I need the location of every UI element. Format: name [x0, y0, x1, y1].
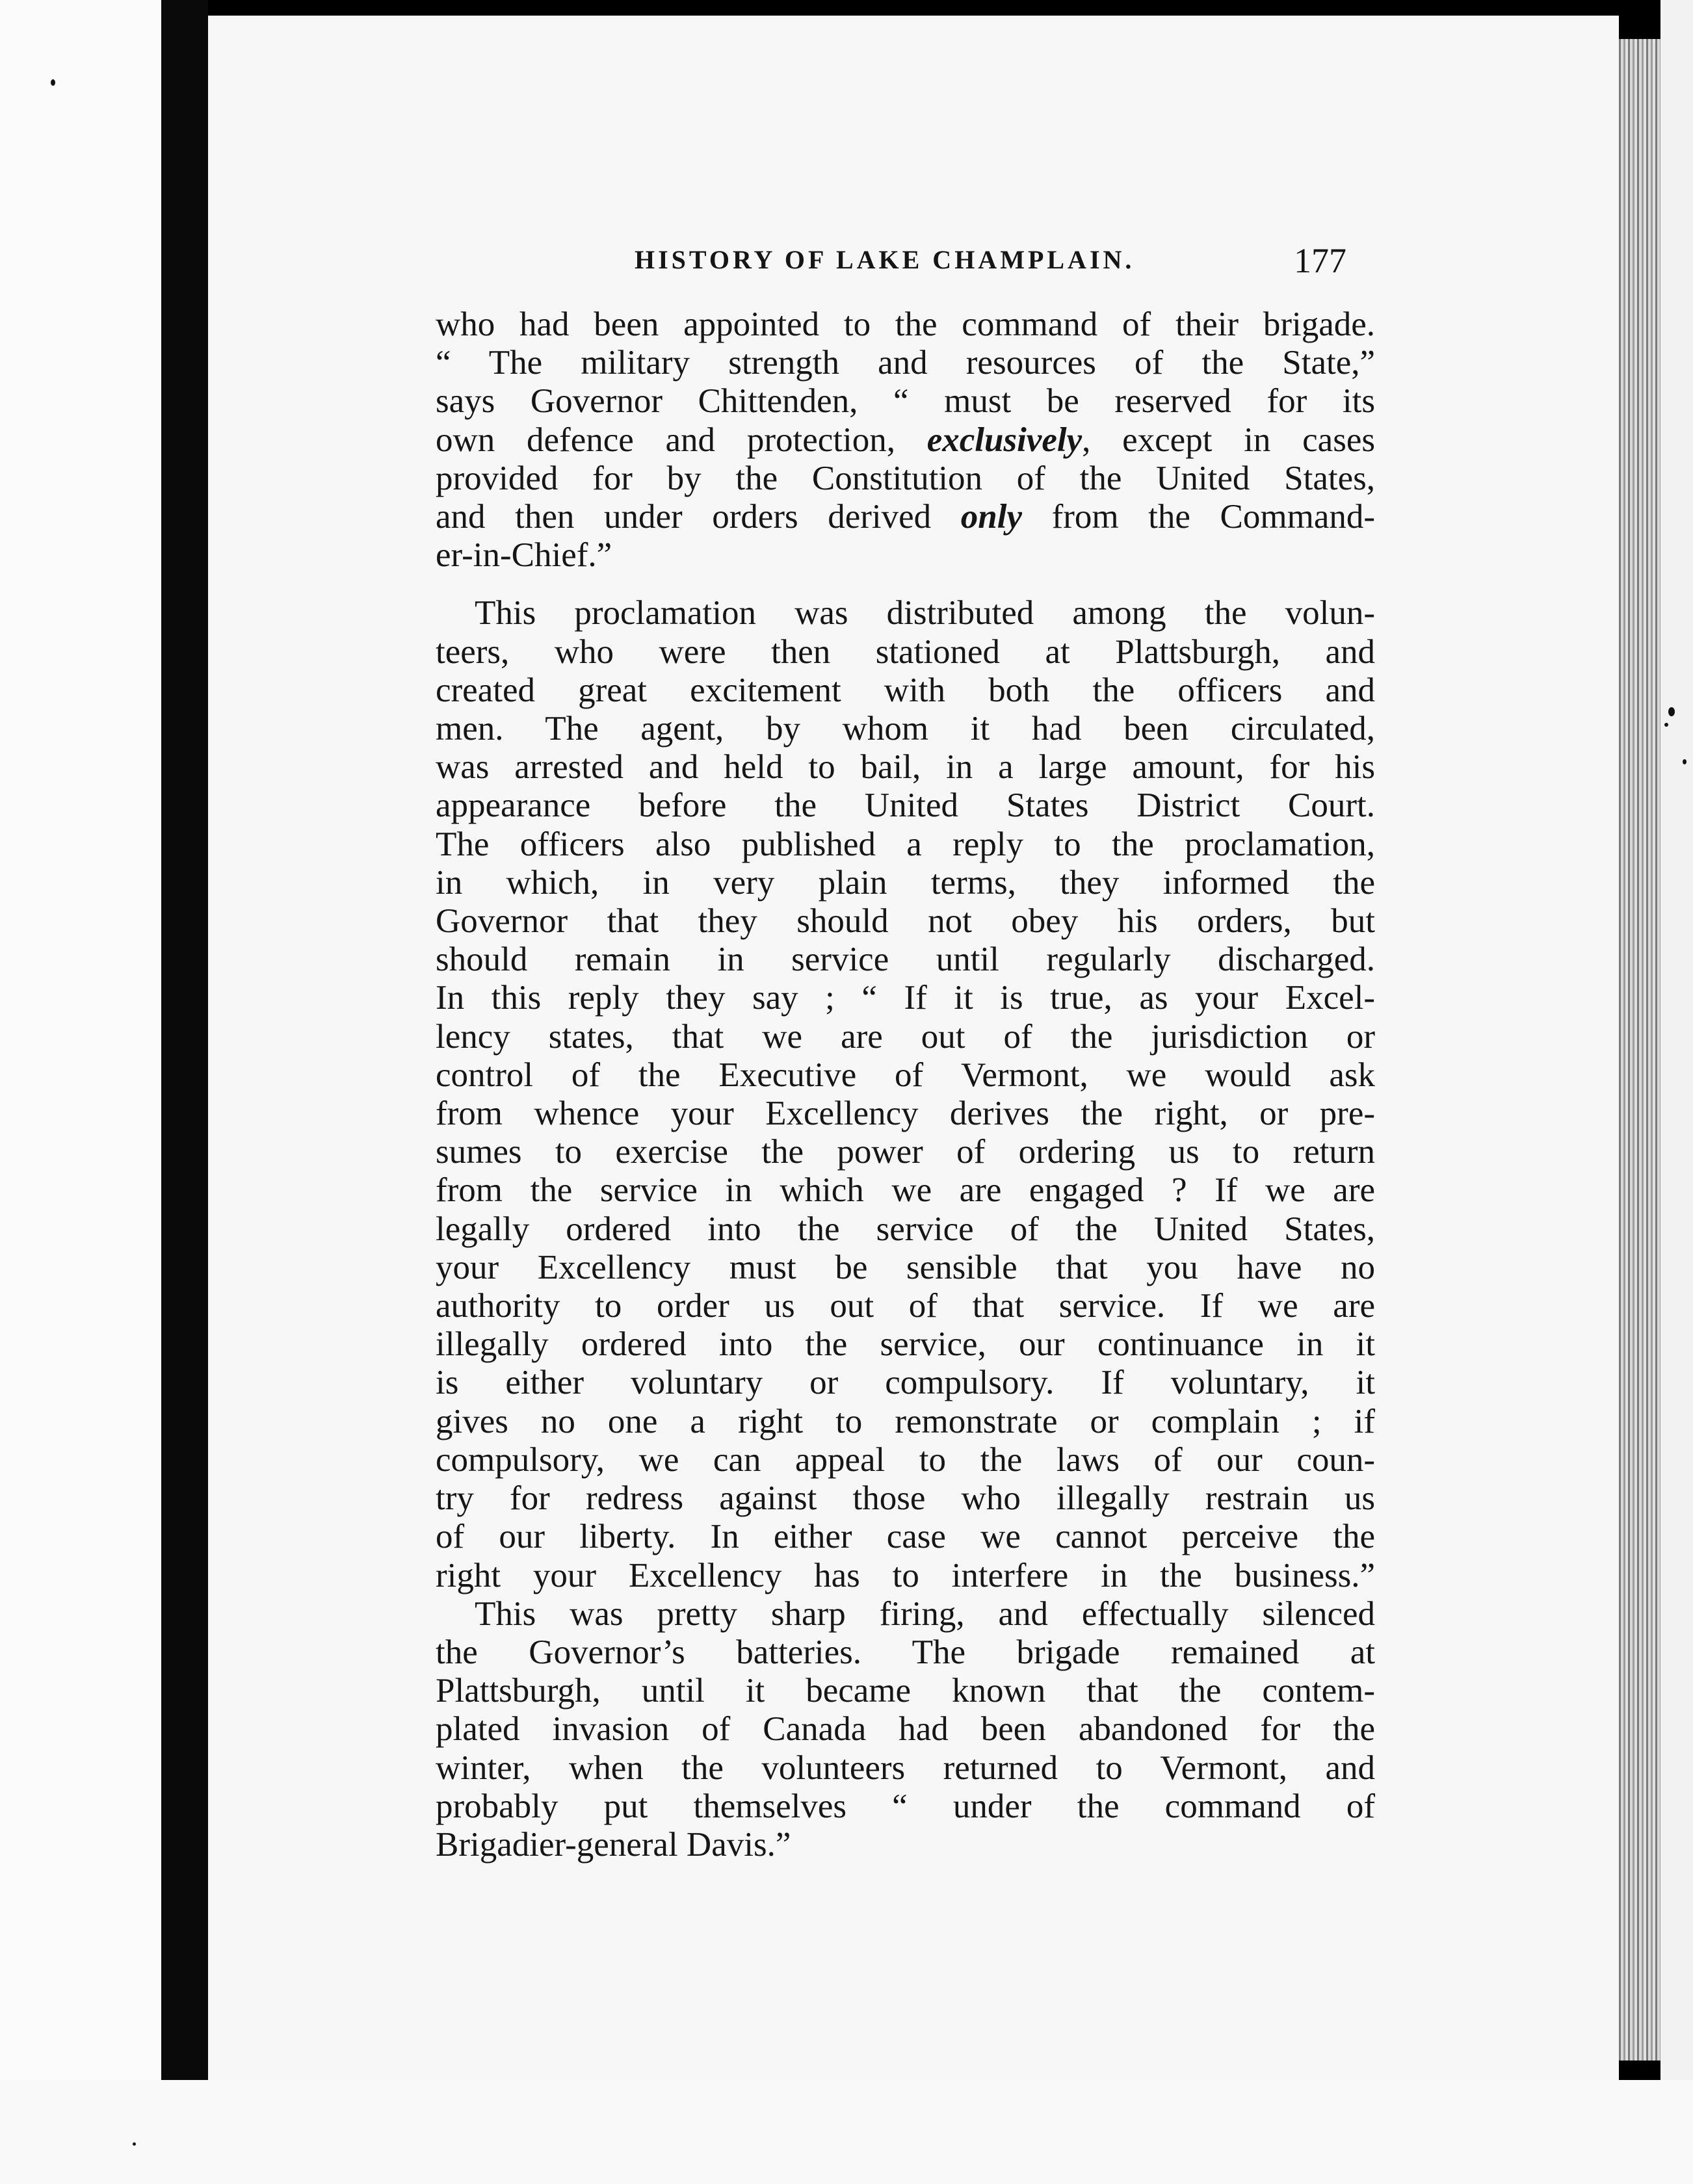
- scan-speck: [1668, 707, 1675, 716]
- text-segment: This proclamation was distributed among the volun-: [475, 594, 1375, 632]
- text-segment: gives no one a right to remonstrate or complain ; if: [436, 1402, 1375, 1440]
- text-line: [436, 1557, 1375, 1595]
- text-line: [436, 1633, 1375, 1672]
- text-segment: This was pretty sharp firing, and effectually silenced: [475, 1594, 1375, 1633]
- text-line: [436, 1095, 1375, 1133]
- text-segment: er-in-Chief.”: [436, 536, 612, 575]
- body-text: [436, 306, 1375, 1864]
- text-segment: and then under orders derived: [436, 498, 961, 536]
- text-line: [436, 826, 1375, 864]
- text-line: [436, 1595, 1375, 1633]
- text-line: [436, 1325, 1375, 1364]
- text-line: [436, 633, 1375, 671]
- text-line: [436, 710, 1375, 748]
- text-line: [436, 1133, 1375, 1171]
- text-segment: who had been appointed to the command of their brigade.: [436, 306, 1375, 343]
- text-line: [436, 1826, 1375, 1864]
- text-line: [436, 786, 1375, 825]
- text-segment: authority to order us out of that service. If we are: [436, 1287, 1375, 1325]
- text-line: [436, 382, 1375, 421]
- text-segment: Governor that they should not obey his orders, but: [436, 902, 1375, 941]
- text-line: [436, 1056, 1375, 1095]
- text-segment: Plattsburgh, until it became known that the contem-: [436, 1672, 1375, 1710]
- text-line: [436, 748, 1375, 786]
- text-segment: lency states, that we are out of the jurisdiction or: [436, 1017, 1375, 1056]
- text-line: [436, 1518, 1375, 1556]
- text-segment: plated invasion of Canada had been abandoned for the: [436, 1710, 1375, 1748]
- text-line: [436, 1210, 1375, 1249]
- text-line: [436, 864, 1375, 902]
- text-line: [436, 421, 1375, 460]
- text-segment: control of the Executive of Vermont, we would ask: [436, 1056, 1375, 1094]
- text-segment: in which, in very plain terms, they informed the: [436, 863, 1375, 902]
- text-segment: illegally ordered into the service, our continuance in it: [436, 1325, 1375, 1364]
- text-segment: the Governor’s batteries. The brigade remained at: [436, 1633, 1375, 1671]
- text-line: [436, 1249, 1375, 1287]
- scan-speck: [1683, 759, 1686, 764]
- text-segment: is either voluntary or compulsory. If voluntary, it: [436, 1364, 1375, 1402]
- text-line: [436, 1364, 1375, 1402]
- text-segment: legally ordered into the service of the United States,: [436, 1210, 1375, 1248]
- text-segment: created great excitement with both the officers and: [436, 671, 1375, 709]
- text-segment: winter, when the volunteers returned to Vermont, and: [436, 1748, 1375, 1787]
- text-segment: compulsory, we can appeal to the laws of our coun-: [436, 1440, 1375, 1479]
- scan-background-right: [1660, 0, 1693, 2184]
- text-segment: from the service in which we are engaged ? If we are: [436, 1171, 1375, 1210]
- scan-speck: [1664, 723, 1668, 727]
- text-line: [436, 1479, 1375, 1518]
- facing-page-edge: [0, 0, 161, 2184]
- text-segment: of our liberty. In either case we cannot perceive the: [436, 1518, 1375, 1556]
- text-segment: Brigadier-general Davis.”: [436, 1825, 791, 1864]
- text-line: [436, 306, 1375, 344]
- text-segment: should remain in service until regularly discharged.: [436, 941, 1375, 979]
- text-segment: was arrested and held to bail, in a large amount, for his: [436, 748, 1375, 786]
- text-segment: provided for by the Constitution of the United States,: [436, 459, 1375, 497]
- text-line: [436, 594, 1375, 632]
- text-line: [436, 1441, 1375, 1479]
- text-segment: The officers also published a reply to the proclamation,: [436, 825, 1375, 863]
- italic-emphasis: only: [960, 498, 1022, 536]
- running-title: HISTORY OF LAKE CHAMPLAIN.: [635, 245, 1135, 274]
- text-line: [436, 460, 1375, 498]
- text-line: [436, 536, 1375, 575]
- text-line: [436, 941, 1375, 979]
- scan-speck: [133, 2142, 136, 2146]
- text-line: [436, 902, 1375, 941]
- text-line: [436, 498, 1375, 536]
- page-number: 177: [1294, 241, 1346, 280]
- text-line: [436, 1403, 1375, 1441]
- book-gutter: [161, 0, 208, 2184]
- text-segment: your Excellency must be sensible that you have no: [436, 1248, 1375, 1286]
- text-line: [436, 1710, 1375, 1748]
- text-segment: from whence your Excellency derives the right, or pre-: [436, 1095, 1375, 1133]
- scan-speck: [51, 79, 55, 86]
- italic-emphasis: exclusively: [926, 421, 1083, 459]
- text-segment: men. The agent, by whom it had been circulated,: [436, 710, 1375, 748]
- text-segment: probably put themselves “ under the command of: [436, 1787, 1375, 1825]
- text-line: [436, 1672, 1375, 1710]
- text-segment: In this reply they say ; “ If it is true, as your Excel-: [436, 979, 1375, 1017]
- text-segment: own defence and protection,: [436, 421, 927, 459]
- text-line: [436, 1287, 1375, 1325]
- text-segment: try for redress against those who illegally restrain us: [436, 1479, 1375, 1518]
- text-line: [436, 1171, 1375, 1210]
- text-line: [436, 671, 1375, 710]
- text-line: [436, 344, 1375, 382]
- text-line: [436, 1788, 1375, 1826]
- text-segment: right your Excellency has to interfere in the business.”: [436, 1556, 1375, 1594]
- text-segment: , except in cases: [1082, 421, 1375, 459]
- text-segment: from the Command-: [1021, 498, 1375, 536]
- text-segment: says Governor Chittenden, “ must be reserved for its: [436, 382, 1375, 421]
- text-segment: teers, who were then stationed at Plattsburgh, and: [436, 632, 1375, 671]
- text-line: [436, 979, 1375, 1017]
- page-stack-edge: [1619, 39, 1660, 2060]
- text-segment: appearance before the United States District Court.: [436, 786, 1375, 825]
- text-line: [436, 1018, 1375, 1056]
- text-line: [436, 1749, 1375, 1788]
- text-segment: “ The military strength and resources of the State,”: [436, 344, 1375, 382]
- text-segment: sumes to exercise the power of ordering us to return: [436, 1133, 1375, 1171]
- scan-background-bottom: [0, 2080, 1693, 2184]
